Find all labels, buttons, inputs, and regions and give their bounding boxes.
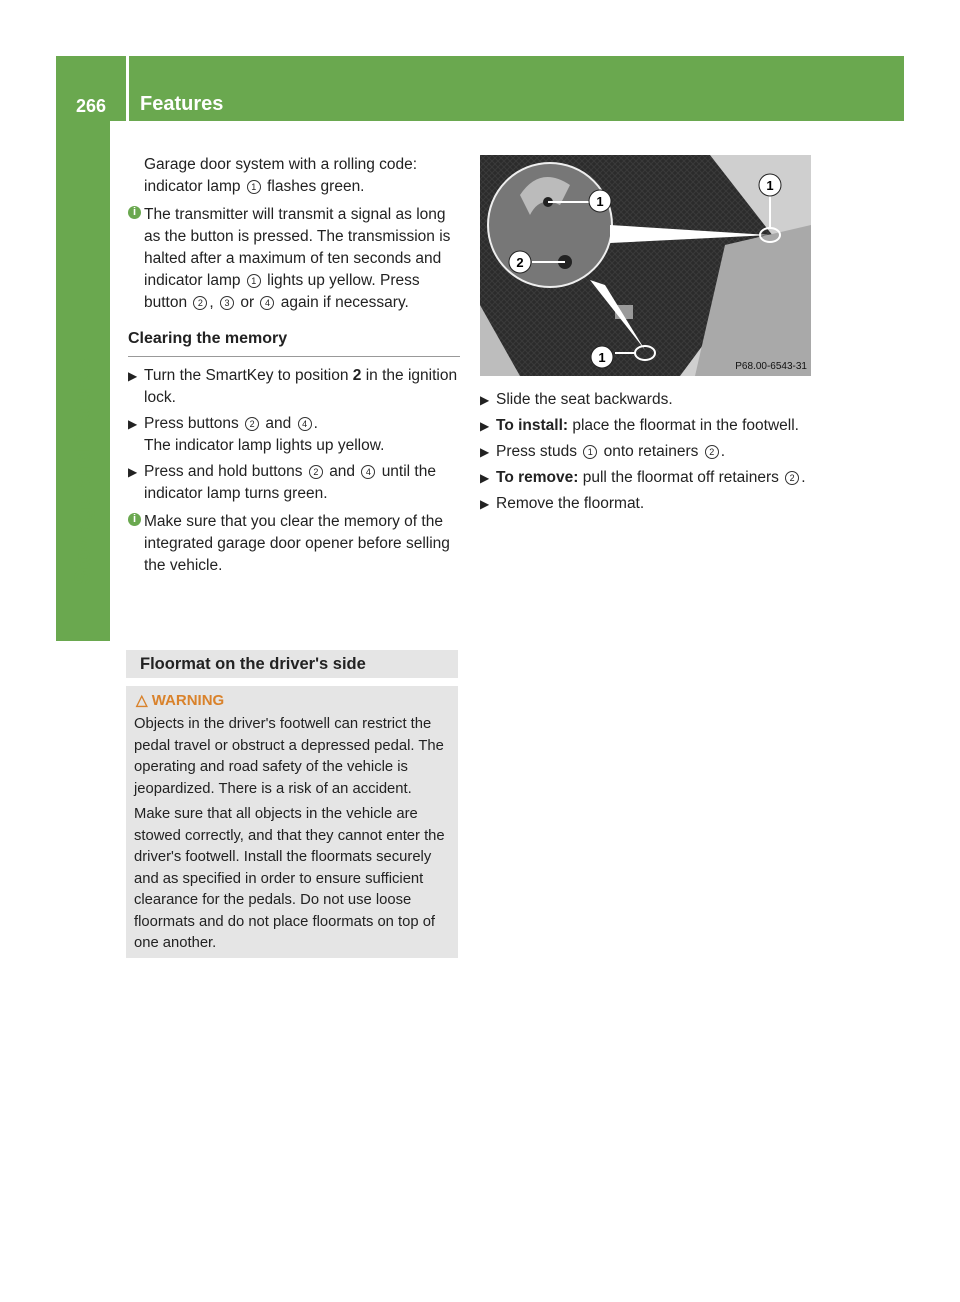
figure-caption: P68.00-6543-31 [735,361,807,372]
side-tab-label: Stowage and features [70,357,95,585]
arrow-icon: ▶ [128,465,138,479]
marker-4: 4 [361,465,375,479]
floormat-illustration [480,155,811,376]
marker-1: 1 [247,274,261,288]
floormat-figure [480,155,811,376]
marker-1: 1 [247,180,261,194]
page-title: Features [140,93,224,115]
step: ▶ Slide the seat backwards. [480,389,812,411]
marker-2: 2 [245,417,259,431]
info-note: i The transmitter will transmit a signal as long as the button is pressed. The transmission is halted after a maximum of ten seconds and indicator lamp 1 lights up yellow. Press button 2 , 3 or 4 again if necessary. [128,204,460,314]
step: ▶ Press and hold buttons 2 and 4 until the indicator lamp turns green. [128,463,436,502]
marker-2: 2 [193,296,207,310]
arrow-icon: ▶ [128,417,138,431]
info-note: i Make sure that you clear the memory of the integrated garage door opener before selling the vehicle. [128,511,460,577]
warning-heading: △ WARNING [136,692,225,709]
left-column [128,154,460,577]
page-header [56,56,904,121]
section-title-bar [126,650,458,678]
arrow-icon: ▶ [480,471,490,485]
arrow-icon: ▶ [480,445,490,459]
marker-2: 2 [785,471,799,485]
step: ▶ To remove: pull the floormat off retainers 2 . [480,467,812,489]
info-icon: i [128,513,141,526]
marker-1: 1 [583,445,597,459]
paragraph: Garage door system with a rolling code: indicator lamp 1 flashes green. [144,156,418,195]
side-tab-block [56,585,110,641]
section-heading: Clearing the memory [128,328,460,357]
figure-marker-1: 1 [766,178,774,193]
marker-4: 4 [298,417,312,431]
step: ▶ Turn the SmartKey to position 2 in the ignition lock. [128,367,458,406]
warning-box [126,686,458,958]
arrow-icon: ▶ [480,419,490,433]
marker-2: 2 [705,445,719,459]
section-title: Floormat on the driver's side [140,655,366,673]
arrow-icon: ▶ [128,369,138,383]
step: ▶ Press studs 1 onto retainers 2 . [480,441,812,463]
page-number: 266 [75,96,107,116]
arrow-icon: ▶ [480,393,490,407]
step: ▶ To install: place the floormat in the footwell. [480,415,812,437]
figure-marker-1: 1 [598,350,606,365]
header-separator [126,56,129,121]
figure-marker-2: 2 [516,255,524,270]
info-icon: i [128,206,141,219]
arrow-icon: ▶ [480,497,490,511]
warning-text: Objects in the driver's footwell can restrict the pedal travel or obstruct a depressed pedal. The operating and road safety of the vehicle is jeopardized. There is a risk of an accident. Make sure that all objects in the vehicle are stowed correctly, and that they cannot enter the driver's footwell. Install the floormats securely and as specified in order to ensure sufficient clearance for the pedals. Do not use loose floormats and do not place floormats on top of one another. [134,716,445,951]
right-column [480,389,812,519]
marker-2: 2 [309,465,323,479]
warning-icon: △ [136,692,148,709]
marker-3: 3 [220,296,234,310]
step: ▶ Remove the floormat. [480,493,812,515]
marker-4: 4 [260,296,274,310]
figure-marker-1: 1 [596,194,604,209]
step: ▶ Press buttons 2 and 4 . The indicator lamp lights up yellow. [128,415,385,454]
